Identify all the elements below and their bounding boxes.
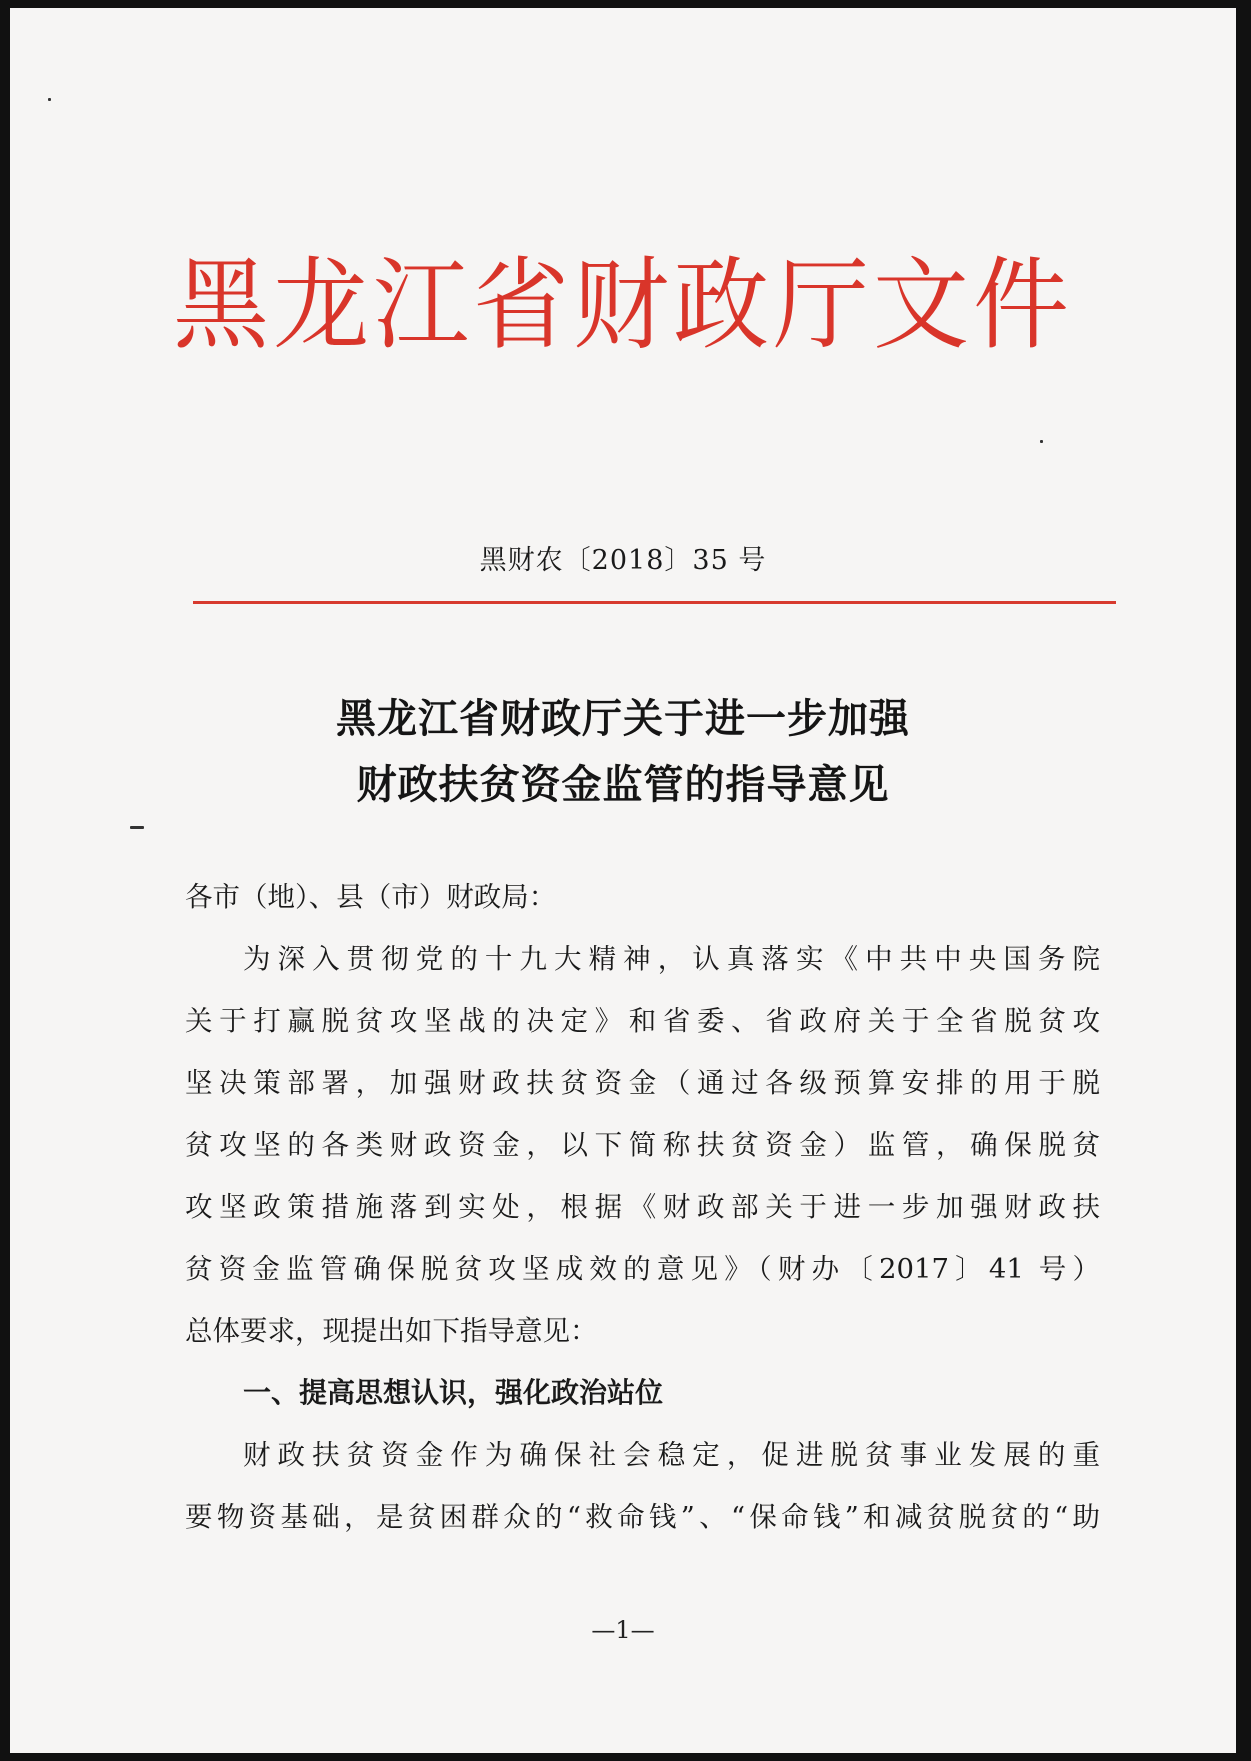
document-body xyxy=(185,866,1100,1548)
body-line: 攻坚政策措施落到实处，根据《财政部关于进一步加强财政扶 xyxy=(185,1191,1100,1223)
document-page xyxy=(10,8,1236,1753)
body-line: 要物资基础，是贫困群众的“救命钱”、“保命钱”和减贫脱贫的“助 xyxy=(185,1501,1100,1533)
body-line: 贫攻坚的各类财政资金，以下简称扶贫资金）监管，确保脱贫 xyxy=(185,1129,1100,1161)
body-line: 财政扶贫资金作为确保社会稳定，促进脱贫事业发展的重 xyxy=(243,1439,1100,1471)
title-line-1: 黑龙江省财政厅关于进一步加强 xyxy=(336,696,910,742)
body-line: 关于打赢脱贫攻坚战的决定》和省委、省政府关于全省脱贫攻 xyxy=(185,1005,1100,1037)
addressee: 各市（地）、县（市）财政局： xyxy=(185,881,557,913)
section-heading: 一、提高思想认识，强化政治站位 xyxy=(243,1376,664,1409)
scan-speck xyxy=(1040,440,1043,443)
document-number: 黑财农〔2018〕35 号 xyxy=(479,545,767,576)
body-line: 贫资金监管确保脱贫攻坚成效的意见》（财办〔2017〕41 号） xyxy=(185,1253,1100,1285)
body-line: 为深入贯彻党的十九大精神，认真落实《中共中央国务院 xyxy=(243,943,1100,975)
body-line: 坚决策部署，加强财政扶贫资金（通过各级预算安排的用于脱 xyxy=(185,1067,1100,1099)
scan-speck xyxy=(48,98,51,101)
letterhead: 黑龙江省财政厅文件 xyxy=(173,246,1073,364)
red-divider-rule xyxy=(193,601,1116,604)
document-title xyxy=(10,686,1236,818)
page-number: —1— xyxy=(591,1616,655,1644)
body-line: 总体要求，现提出如下指导意见： xyxy=(185,1315,598,1347)
scan-speck xyxy=(130,826,144,829)
title-line-2: 财政扶贫资金监管的指导意见 xyxy=(356,762,890,808)
